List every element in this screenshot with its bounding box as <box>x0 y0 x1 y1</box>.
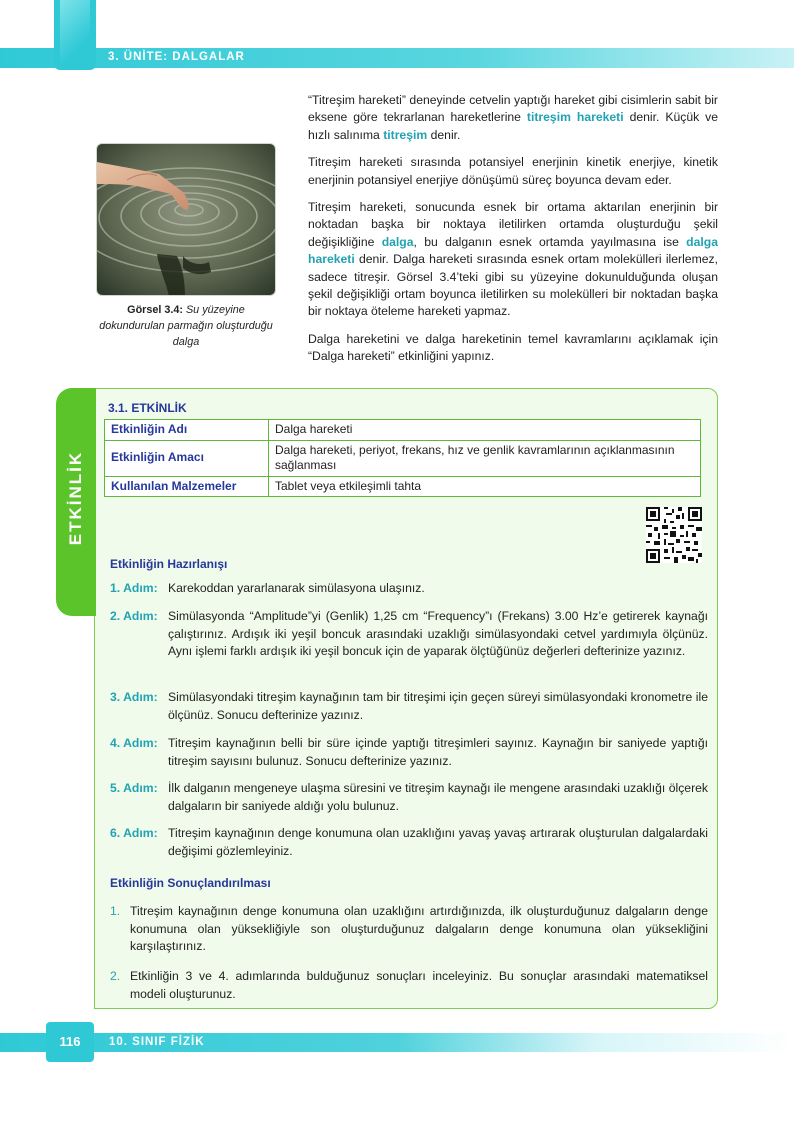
p1-text-b: denir. Küçük ve hızlı salınıma <box>308 110 719 142</box>
table-row <box>105 440 701 476</box>
result-1 <box>110 903 708 956</box>
qr-code-icon[interactable] <box>646 507 702 563</box>
p3-text-c: denir. Dalga hareketi sırasında esnek ortam molekülleri ilerlemez, sadece titreşir. Görsel 3.4’teki gibi su yüzeyine dokunulduğunda oluşan şekil değişikliği ortam boyunca iletilirken su molekülleri bir noktadan başka bir noktaya öteleme hareketi yapmaz. <box>308 252 718 319</box>
step-label: 6. Adım: <box>110 826 158 840</box>
p3-text-a: Titreşim hareketi, sonucunda esnek bir ortama aktarılan enerjinin bir noktadan başka bir noktaya iletilirken ortamda oluşturduğu şekil değişikliğine <box>308 200 718 249</box>
activity-title: 3.1. ETKİNLİK <box>108 401 187 415</box>
figure-caption <box>96 302 276 350</box>
p1-text-a: “Titreşim hareketi” deneyinde cetvelin yaptığı hareket gibi cisimlerin sabit bir eksene göre tekrarlanan hareketlerine <box>308 93 718 125</box>
step-text: Simülasyondaki titreşim kaynağının tam bir titreşimi için geçen süreyi simülasyondaki kronometre ile ölçünüz. Sonucu defterinize yazınız. <box>168 690 708 722</box>
caption-text: Su yüzeyine dokundurulan parmağın oluşturduğu dalga <box>99 304 273 348</box>
table-key: Kullanılan Malzemeler <box>105 476 269 497</box>
body-text <box>308 92 718 376</box>
step-text: Titreşim kaynağının belli bir süre içinde yaptığı titreşimleri sayınız. Kaynağın bir saniyede yaptığı titreşim sayısını bulunuz. Sonucu defterinize yazınız. <box>168 736 708 768</box>
paragraph-4: Dalga hareketini ve dalga hareketinin temel kavramlarını açıklamak için “Dalga hareketi” etkinliğini yapınız. <box>308 331 718 364</box>
p1-text-c: denir. <box>427 127 461 142</box>
header-tab <box>54 0 96 70</box>
unit-title: 3. ÜNİTE: DALGALAR <box>108 51 245 63</box>
paragraph-2: Titreşim hareketi sırasında potansiyel enerjinin kinetik enerjiye, kinetik enerjinin potansiyel enerjiye dönüşümü süreç boyunca devam eder. <box>308 155 718 187</box>
water-ripple-photo <box>96 143 276 296</box>
keyword-dalga-hareketi: dalga hareketi <box>308 234 719 267</box>
step-text: Titreşim kaynağının denge konumuna olan uzaklığını yavaş yavaş artırarak oluşturulan dalgalardaki değişimi gözlemleyiniz. <box>168 826 708 858</box>
p3-text-b: , bu dalganın esnek ortamda yayılmasına ise <box>413 234 687 249</box>
book-title: 10. SINIF FİZİK <box>109 1036 205 1048</box>
step-text: Simülasyonda “Amplitude”yi (Genlik) 1,25 cm “Frequency”ı (Frekans) 3.00 Hz’e getirerek kaynağı çalıştırınız. Ardışık iki yeşil boncuk arasındaki uzaklığı simülasyondaki cetvel yardımıyla ölçünüz. Aynı işlemi farklı ardışık iki yeşil boncuk için de yaparak ölçtüğünüz değerleri defterinize yazınız. <box>168 609 708 659</box>
step-text: İlk dalganın mengeneye ulaşma süresini ve titreşim kaynağı ile mengene arasındaki uzaklığı ölçerek dalgaların bir saniyede aldığı yolu bulunuz. <box>168 781 708 813</box>
activity-side-label: ETKİNLİK <box>66 450 85 546</box>
table-key: Etkinliğin Adı <box>105 420 269 441</box>
step-2 <box>110 608 708 661</box>
prep-title: Etkinliğin Hazırlanışı <box>110 557 228 571</box>
step-3 <box>110 689 708 724</box>
step-label: 2. Adım: <box>110 609 158 623</box>
step-5 <box>110 780 708 815</box>
table-value: Dalga hareketi <box>269 420 701 441</box>
table-row <box>105 420 701 441</box>
step-label: 4. Adım: <box>110 736 158 750</box>
paragraph-3 <box>308 199 718 321</box>
step-6 <box>110 825 708 860</box>
table-key: Etkinliğin Amacı <box>105 440 269 476</box>
table-value: Dalga hareketi, periyot, frekans, hız ve genlik kavramlarının açıklanmasının sağlanması <box>269 440 701 476</box>
page-number: 116 <box>59 1034 81 1049</box>
result-title: Etkinliğin Sonuçlandırılması <box>110 876 271 890</box>
activity-side-tab <box>56 388 96 616</box>
keyword-titresim: titreşim <box>383 127 428 142</box>
step-1 <box>110 580 708 598</box>
caption-label: Görsel 3.4: <box>127 304 183 316</box>
step-label: 5. Adım: <box>110 781 158 795</box>
step-label: 3. Adım: <box>110 690 158 704</box>
activity-info-table <box>104 419 701 497</box>
keyword-titresim-hareketi: titreşim hareketi <box>526 110 624 125</box>
result-number: 2. <box>110 969 121 983</box>
result-text: Titreşim kaynağının denge konumuna olan uzaklığını artırdığınızda, ilk oluşturduğunuz dalgaların denge konumuna olan yüksekliğiyle son oluşturduğunuz dalgaların denge konumuna olan yüksekliğini karşılaştırınız. <box>130 904 708 954</box>
table-row <box>105 476 701 497</box>
step-text: Karekoddan yararlanarak simülasyona ulaşınız. <box>168 581 425 595</box>
result-number: 1. <box>110 904 121 918</box>
table-value: Tablet veya etkileşimli tahta <box>269 476 701 497</box>
keyword-dalga: dalga <box>381 234 414 249</box>
step-4 <box>110 735 708 770</box>
result-text: Etkinliğin 3 ve 4. adımlarında bulduğunuz sonuçları inceleyiniz. Bu sonuçlar arasındaki matematiksel modeli oluşturunuz. <box>130 969 708 1001</box>
result-2 <box>110 968 708 1003</box>
step-label: 1. Adım: <box>110 581 158 595</box>
paragraph-1 <box>308 92 718 144</box>
